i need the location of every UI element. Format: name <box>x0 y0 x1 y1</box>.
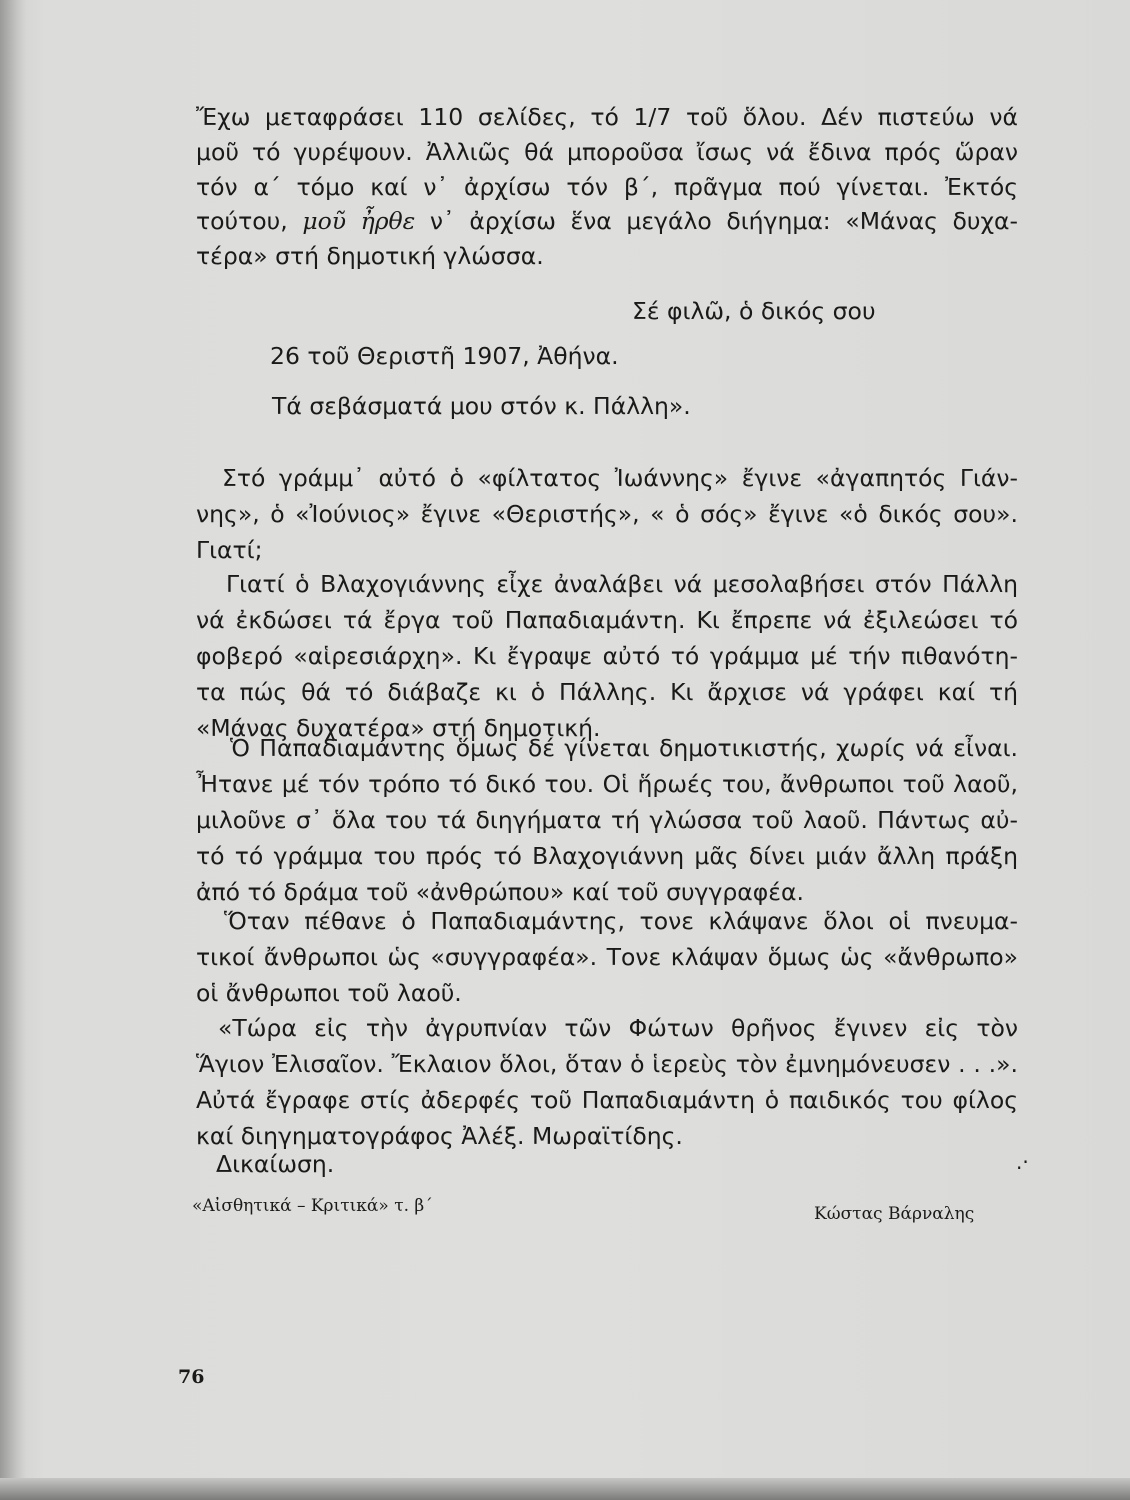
text-line: Ἦτανε μέ τόν τρόπο τό δικό του. Οἱ ἥρωές του, ἄνθρωποι τοῦ λαοῦ, <box>196 770 1018 798</box>
text-line: Αὐτά ἔγραφε στίς ἀδερφές τοῦ Παπαδιαμάντη ὁ παιδικός του φίλος <box>196 1086 1018 1114</box>
text-segment: ν᾽ ἀρχίσω ἕνα μεγάλο διήγημα: «Μάνας δυχα- <box>415 207 1018 236</box>
source-citation: «Αἰσθητικά – Κριτικά» τ. β΄ <box>192 1196 433 1216</box>
text-line <box>196 204 1018 239</box>
text-line: Ἅγιον Ἐλισαῖον. Ἔκλαιον ὅλοι, ὅταν ὁ ἱερεὺς τὸν ἐμνημόνευσεν . . .». <box>196 1050 1018 1078</box>
book-spine-shadow <box>0 0 26 1500</box>
text-line: Ἔχω μεταφράσει 110 σελίδες, τό 1/7 τοῦ ὅλου. Δέν πιστεύω νά <box>196 103 1018 131</box>
closing-word: Δικαίωση. <box>216 1150 335 1178</box>
scan-bottom-edge <box>0 1478 1130 1500</box>
paragraph <box>196 1010 1018 1154</box>
italic-phrase: μοῦ ἦρθε <box>302 207 416 236</box>
text-line: μοῦ τό γυρέψουν. Ἀλλιῶς θά μποροῦσα ἴσως νά ἔδινα πρός ὥραν <box>196 137 1018 166</box>
text-line: τόν α΄ τόμο καί ν᾽ ἀρχίσω τόν β΄, πρᾶγμα πού γίνεται. Ἐκτός <box>196 172 1018 201</box>
letter-greeting: Τά σεβάσματά μου στόν κ. Πάλλη». <box>272 392 691 420</box>
text-line: Γιατί ὁ Βλαχογιάννης εἶχε ἀναλάβει νά μεσολαβήσει στόν Πάλλη <box>226 570 1018 598</box>
paragraph <box>196 730 1018 910</box>
text-segment: τούτου, <box>196 207 303 236</box>
text-line: μιλοῦνε σ᾽ ὅλα του τά διηγήματα τή γλώσσα τοῦ λαοῦ. Πάντως αὐ- <box>196 806 1018 834</box>
text-line: νά ἐκδώσει τά ἔργα τοῦ Παπαδιαμάντη. Κι ἔπρεπε νά ἐξιλεώσει τό <box>196 606 1018 634</box>
text-line: Στό γράμμ᾽ αὐτό ὁ «φίλτατος Ἰωάννης» ἔγινε «ἀγαπητός Γιάν- <box>222 464 1018 492</box>
paragraph <box>196 903 1018 1011</box>
text-line: νης», ὁ «Ἰούνιος» ἔγινε «Θεριστής», « ὁ σός» ἔγινε «ὁ δικός σου». <box>196 500 1018 528</box>
letter-closing: Σέ φιλῶ, ὁ δικός σου <box>632 297 876 325</box>
text-line: Γιατί; <box>196 536 263 564</box>
text-line: φοβερό «αἱρεσιάρχη». Κι ἔγραψε αὐτό τό γράμμα μέ τήν πιθανότη- <box>196 642 1018 670</box>
text-line: «Τώρα εἰς τὴν ἀγρυπνίαν τῶν Φώτων θρῆνος ἔγινεν εἰς τὸν <box>218 1014 1018 1042</box>
text-line: ἀπό τό δράμα τοῦ «ἀνθρώπου» καί τοῦ συγγραφέα. <box>196 878 804 906</box>
author-name: Κώστας Βάρναλης <box>814 1204 975 1224</box>
letter-excerpt <box>196 100 1018 274</box>
paragraph <box>196 566 1018 746</box>
paragraph <box>196 460 1018 568</box>
text-line: Ὁ Παπαδιαμάντης ὅμως δέ γίνεται δημοτικιστής, χωρίς νά εἶναι. <box>230 734 1018 762</box>
text-line: τέρα» στή δημοτική γλώσσα. <box>196 242 544 271</box>
text-line: Ὅταν πέθανε ὁ Παπαδιαμάντης, τονε κλάψανε ὅλοι οἱ πνευμα- <box>224 907 1018 935</box>
page-number: 76 <box>178 1366 205 1388</box>
text-line: τικοί ἄνθρωποι ὡς «συγγραφέα». Τονε κλάψαν ὅμως ὡς «ἄνθρωπο» <box>196 943 1018 971</box>
text-line: τό τό γράμμα του πρός τό Βλαχογιάννη μᾶς δίνει μιάν ἄλλη πράξη <box>196 842 1018 870</box>
letter-date: 26 τοῦ Θεριστῆ 1907, Ἀθήνα. <box>270 342 619 370</box>
ending-mark: .· <box>1016 1150 1029 1174</box>
text-line: «Μάνας δυχατέρα» στή δημοτική. <box>196 714 601 742</box>
text-line: οἱ ἄνθρωποι τοῦ λαοῦ. <box>196 979 462 1007</box>
text-line: καί διηγηματογράφος Ἀλέξ. Μωραϊτίδης. <box>196 1122 683 1150</box>
text-line: τα πώς θά τό διάβαζε κι ὁ Πάλλης. Κι ἄρχισε νά γράφει καί τή <box>196 678 1018 706</box>
